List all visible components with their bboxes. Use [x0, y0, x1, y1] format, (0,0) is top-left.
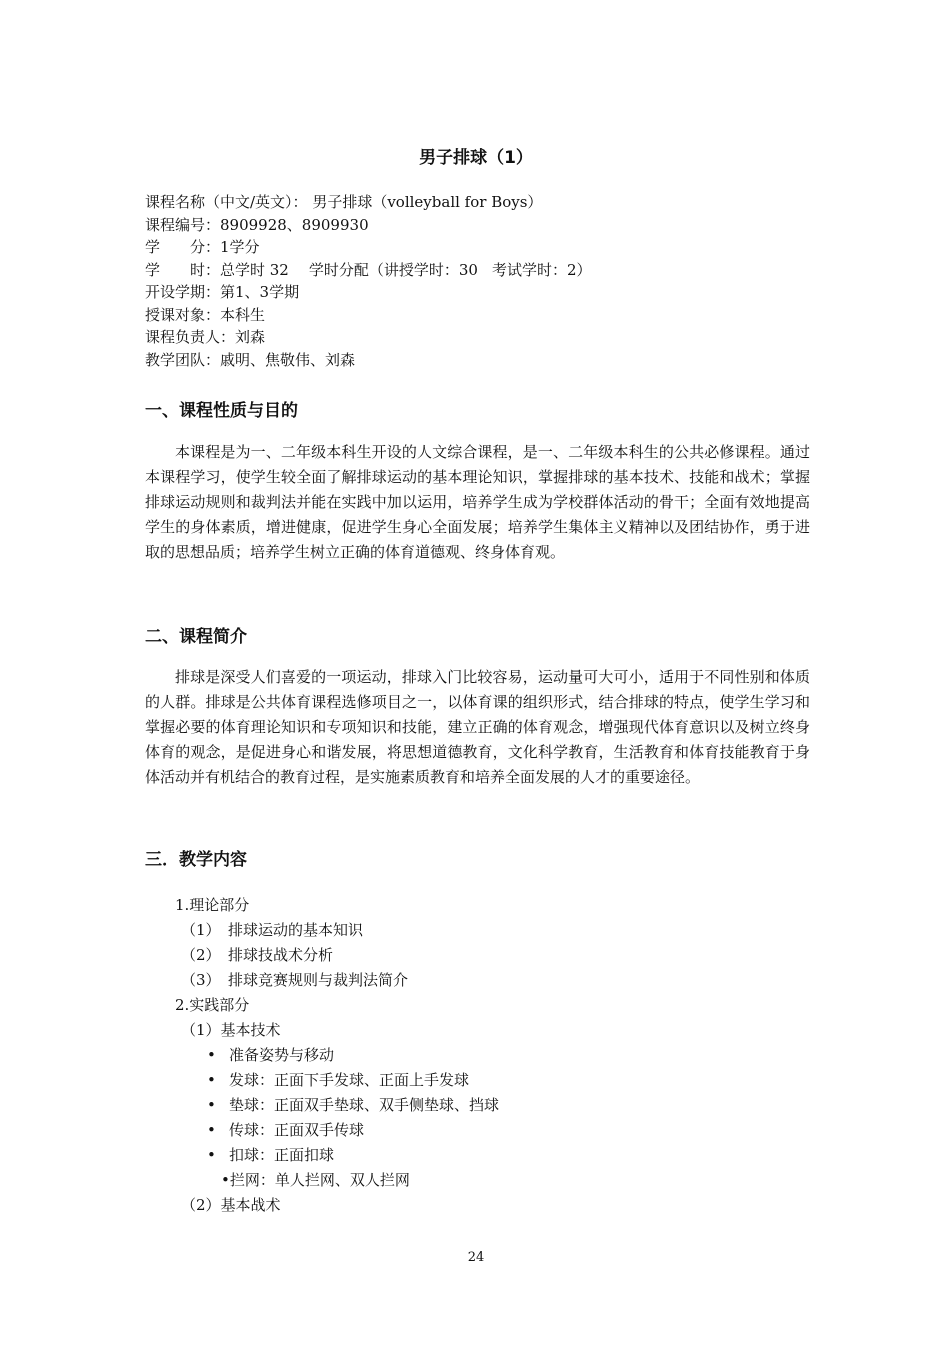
section-heading-purpose: 一、课程性质与目的 — [145, 401, 298, 421]
section-heading-intro: 二、课程简介 — [145, 627, 247, 647]
page-number: 24 — [467, 1250, 485, 1265]
course-code: 课程编号：8909928、8909930 — [145, 215, 369, 234]
course-name: 课程名称（中文/英文）： 男子排球（volleyball for Boys） — [145, 193, 543, 211]
list-item — [145, 1118, 499, 1143]
list-item-label: 传球：正面双手传球 — [229, 1121, 365, 1139]
hours-allocation: 学时分配（讲授学时：30 — [308, 260, 478, 279]
bullet-icon: • — [207, 1121, 216, 1139]
theory-title: 1.理论部分 — [175, 896, 250, 914]
bullet-icon: • — [207, 1071, 216, 1089]
course-semester: 开设学期：第1、3学期 — [145, 283, 300, 301]
list-item-label: 垫球：正面双手垫球、双手侧垫球、挡球 — [229, 1096, 500, 1114]
bullet-icon: • — [207, 1146, 216, 1164]
list-item: （3） 排球竞赛规则与裁判法简介 — [181, 971, 409, 989]
list-item-label: 扣球：正面扣球 — [229, 1146, 335, 1164]
list-item-label: 准备姿势与移动 — [229, 1046, 335, 1064]
section-body-purpose: 本课程是为一、二年级本科生开设的人文综合课程，是一、二年级本科生的公共必修课程。通过本课程学习，使学生较全面了解排球运动的基本理论知识，掌握排球的基本技术、技能和战术；掌握排球运动规则和裁判法并能在实践中加以运用，培养学生成为学校群体活动的骨干；全面有效地提高学生的身体素质，增进健康，促进学生身心全面发展；培养学生集体主义精神以及团结协作，勇于进取的思想品质；培养学生树立正确的体育道德观、终身体育观。 — [145, 443, 810, 561]
basic-tech-title: （1）基本技术 — [181, 1021, 281, 1039]
hours-total: 学 时：总学时 32 — [145, 260, 289, 279]
hours-exam: 考试学时：2） — [491, 260, 592, 279]
course-info — [145, 191, 592, 371]
course-team: 教学团队：戚明、焦敬伟、刘森 — [145, 350, 356, 369]
section-body-intro: 排球是深受人们喜爱的一项运动，排球入门比较容易，运动量可大可小，适用于不同性别和体质的人群。排球是公共体育课程选修项目之一，以体育课的组织形式，结合排球的特点，使学生学习和掌握必要的体育理论知识和专项知识和技能，建立正确的体育观念，增强现代体育意识以及树立终身体育的观念，是促进身心和谐发展，将思想道德教育，文化科学教育，生活教育和体育技能教育于身体活动并有机结合的教育过程，是实施素质教育和培养全面发展的人才的重要途径。 — [145, 668, 810, 786]
list-item: （2） 排球技战术分析 — [181, 946, 334, 964]
teaching-content-list — [145, 893, 499, 1218]
course-credit: 学 分：1学分 — [145, 238, 260, 256]
practice-title: 2.实践部分 — [175, 996, 250, 1014]
list-item-label: 发球：正面下手发球、正面上手发球 — [229, 1071, 470, 1089]
course-audience: 授课对象：本科生 — [145, 305, 266, 324]
list-item — [145, 1093, 499, 1118]
list-item — [145, 1068, 499, 1093]
bullet-icon: • — [207, 1096, 216, 1114]
list-item: •拦网：单人拦网、双人拦网 — [221, 1171, 410, 1189]
section-heading-content: 三．教学内容 — [145, 850, 247, 870]
course-hours — [145, 259, 592, 282]
bullet-icon: • — [207, 1046, 216, 1064]
list-item: （1） 排球运动的基本知识 — [181, 921, 364, 939]
list-item — [145, 1143, 499, 1168]
course-leader: 课程负责人：刘森 — [145, 328, 266, 346]
basic-tactics-title: （2）基本战术 — [181, 1196, 281, 1214]
list-item — [145, 1043, 499, 1068]
page-title: 男子排球（1） — [419, 148, 533, 168]
